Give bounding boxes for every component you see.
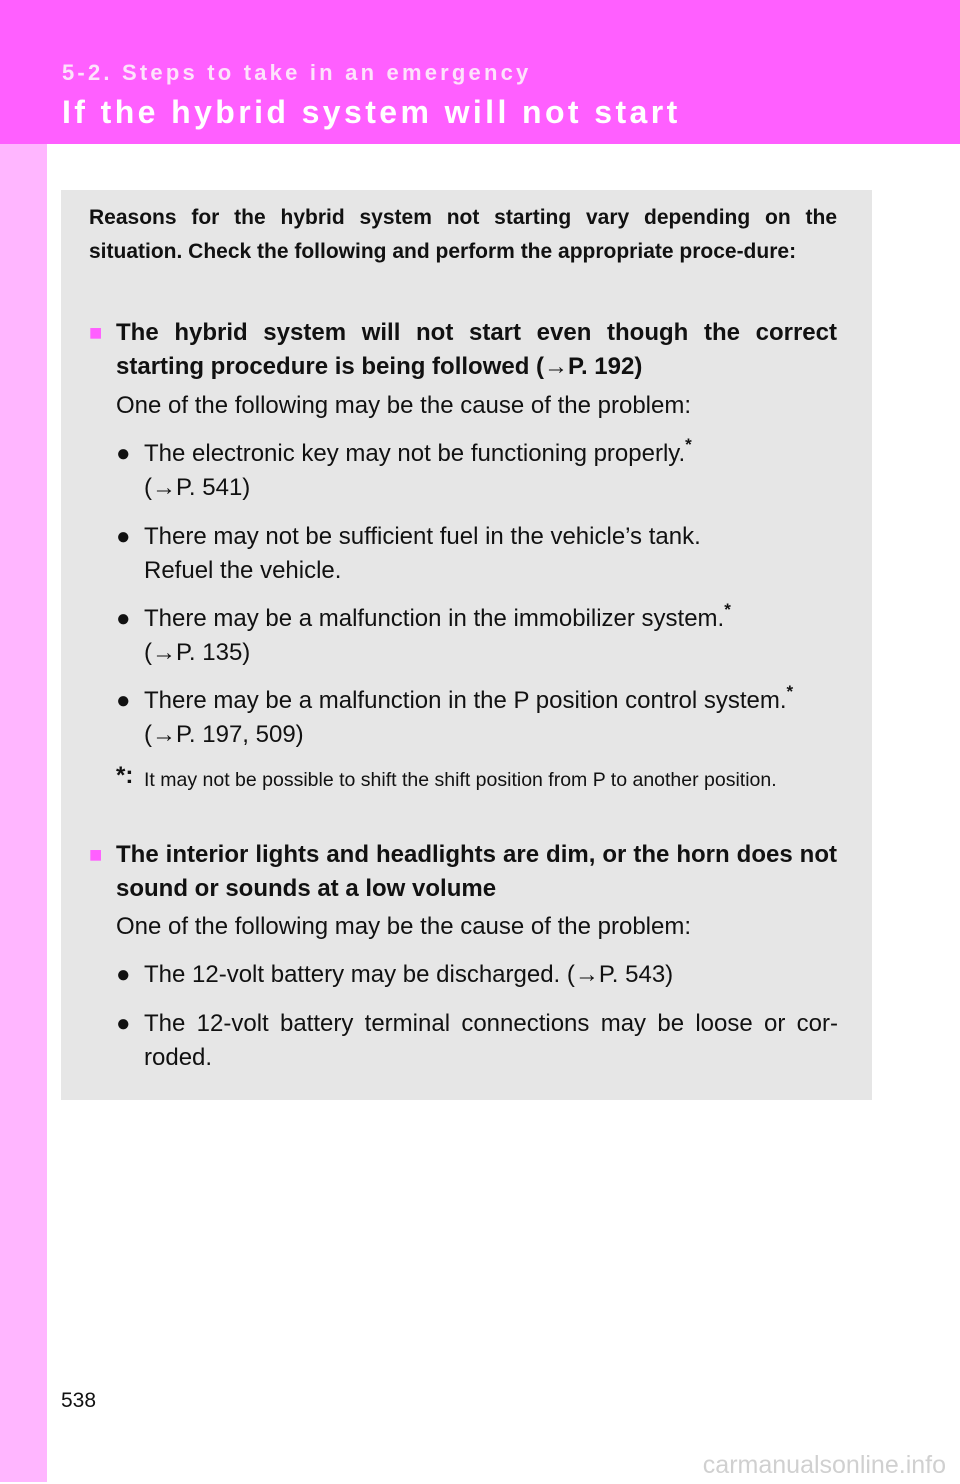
list-item: ● The electronic key may not be functioning properly.* (→P. 541) [116, 435, 692, 501]
bullet-icon: ● [116, 605, 131, 632]
page-number: 538 [61, 1389, 97, 1412]
intro-text: Reasons for the hybrid system not starting vary depending on the situation. Check the following and perform the appropriate proce-dure: [89, 206, 837, 263]
page-title: If the hybrid system will not start [62, 94, 681, 130]
header-band [0, 0, 960, 144]
list-item: ● There may be a malfunction in the P position control system.* (→P. 197, 509) [116, 682, 794, 748]
lead-text: One of the following may be the cause of the problem: [116, 913, 692, 940]
bullet-icon: ● [116, 1010, 131, 1037]
bullet-icon: ● [116, 961, 131, 988]
footnote: *: It may not be possible to shift the shift position from P to another position. [116, 762, 777, 791]
list-item: ● The 12-volt battery may be discharged. (→P. 543) [116, 958, 838, 992]
watermark[interactable]: carmanualsonline.info [702, 1451, 946, 1479]
square-marker-icon: ■ [89, 842, 103, 867]
list-item: ● There may not be sufficient fuel in the vehicle’s tank. Refuel the vehicle. [116, 520, 838, 588]
lead-text: One of the following may be the cause of the problem: [116, 392, 692, 419]
section-heading: ■ The interior lights and headlights are dim, or the horn does not sound or sounds at a low volume [89, 838, 837, 906]
bullet-icon: ● [116, 523, 131, 550]
bullet-icon: ● [116, 440, 131, 467]
list-item: ● The 12-volt battery terminal connections may be loose or cor-roded. [116, 1007, 838, 1075]
bullet-icon: ● [116, 687, 131, 714]
square-marker-icon: ■ [89, 320, 103, 345]
section-heading: ■ The hybrid system will not start even though the correct starting procedure is being followed (→P. 192) [89, 316, 837, 384]
side-stripe [0, 144, 47, 1482]
section-number: 5-2. Steps to take in an emergency [62, 60, 532, 85]
list-item: ● There may be a malfunction in the immobilizer system.* (→P. 135) [116, 600, 731, 666]
